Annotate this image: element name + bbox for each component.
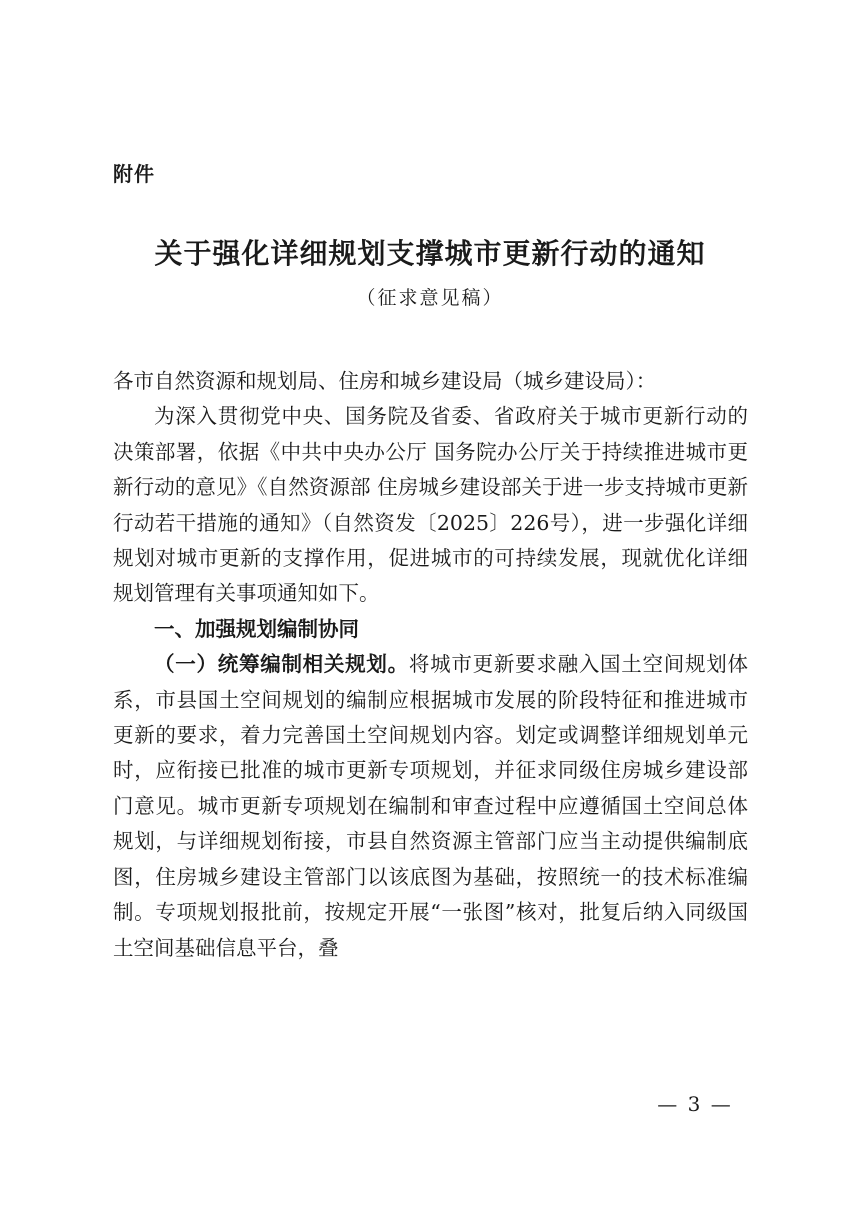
attachment-label: 附件 (113, 162, 155, 186)
document-subtitle: （征求意见稿） (356, 287, 504, 309)
item-title: （一）统筹编制相关规划。 (154, 652, 409, 677)
intro-paragraph: 为深入贯彻党中央、国务院及省委、省政府关于城市更新行动的决策部署，依据《中共中央办公厅 国务院办公厅关于持续推进城市更新行动的意见》《自然资源部 住房城乡建设部关于进一步支持城市更新行动若干措施的通知》（自然资发〔2025〕226号），进一步强化详细规划对城市更新的支撑作用，促进城市的可持续发展，现就优化详细规划管理有关事项通知如下。 (113, 404, 748, 606)
item-body: 将城市更新要求融入国土空间规划体系，市县国土空间规划的编制应根据城市发展的阶段特征和推进城市更新的要求，着力完善国土空间规划内容。划定或调整详细规划单元时，应衔接已批准的城市更新专项规划，并征求同级住房城乡建设部门意见。城市更新专项规划在编制和审查过程中应遵循国土空间总体规划，与详细规划衔接，市县自然资源主管部门应当主动提供编制底图，住房城乡建设主管部门以该底图为基础，按照统一的技术标准编制。专项规划报批前，按规定开展“一张图”核对，批复后纳入同级国土空间基础信息平台，叠 (113, 652, 749, 960)
document-title: 关于强化详细规划支撑城市更新行动的通知 (154, 237, 706, 270)
item-paragraph (113, 647, 748, 966)
section-heading: 一、加强规划编制协同 (154, 616, 359, 641)
addressee-line: 各市自然资源和规划局、住房和城乡建设局（城乡建设局）： (113, 369, 657, 393)
document-body (113, 364, 748, 966)
page-number: — 3 — (657, 1092, 733, 1116)
